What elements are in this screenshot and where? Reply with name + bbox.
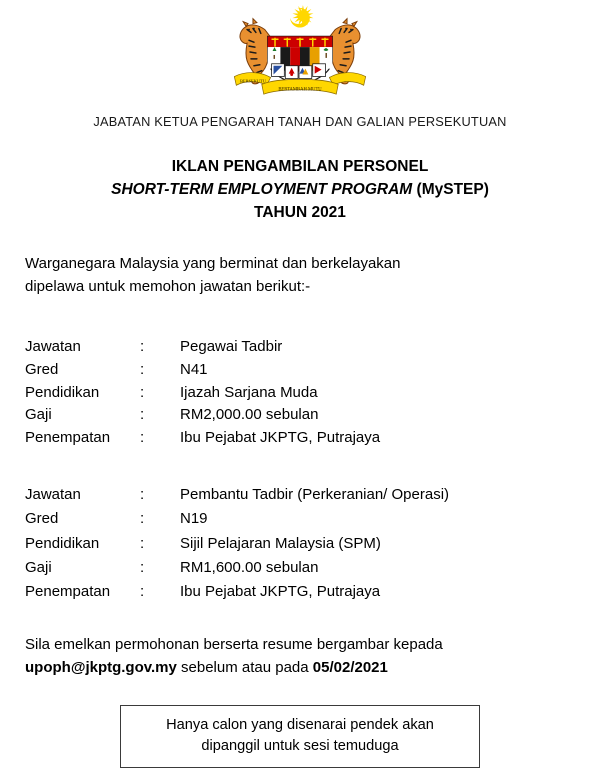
malaysia-coat-of-arms-icon [216, 4, 384, 102]
job-colon: : [140, 558, 145, 576]
job-value: Pegawai Tadbir [180, 337, 283, 355]
job-label: Jawatan [25, 337, 81, 355]
title-line-3: TAHUN 2021 [254, 203, 346, 221]
job-value: N19 [180, 510, 208, 528]
job-listing-1 [25, 336, 600, 450]
job-value: Ibu Pejabat JKPTG, Putrajaya [180, 429, 381, 447]
svg-text:BERTAMBAH MUTU: BERTAMBAH MUTU [278, 87, 322, 93]
job-colon: : [140, 337, 145, 355]
job-value: Ibu Pejabat JKPTG, Putrajaya [180, 583, 381, 601]
job-label: Gaji [25, 406, 52, 424]
closing-line-2 [25, 657, 573, 680]
job-colon: : [140, 406, 145, 424]
job-label: Pendidikan [25, 383, 100, 401]
closing-paragraph [25, 634, 573, 680]
job-row [25, 427, 600, 450]
job-colon: : [140, 583, 145, 601]
job-label: Gred [25, 510, 59, 528]
job-colon: : [140, 360, 145, 378]
shortlist-note-box [120, 705, 480, 768]
job-value: N41 [180, 360, 208, 378]
job-row [25, 507, 600, 531]
job-colon: : [140, 534, 145, 552]
job-row [25, 556, 600, 580]
job-row [25, 483, 600, 507]
job-label: Gaji [25, 558, 52, 576]
title-line-1: IKLAN PENGAMBILAN PERSONEL [171, 158, 429, 175]
job-row [25, 382, 600, 405]
job-row [25, 404, 600, 427]
application-deadline: 05/02/2021 [312, 659, 388, 677]
job-row [25, 532, 600, 556]
job-value: Pembantu Tadbir (Perkeranian/ Operasi) [180, 485, 450, 503]
job-row [25, 580, 600, 604]
title-program-acronym: (MySTEP) [416, 180, 489, 198]
page-title [0, 156, 600, 224]
job-value: RM2,000.00 sebulan [180, 406, 319, 424]
job-colon: : [140, 429, 145, 447]
closing-middle-text: sebelum atau pada [176, 659, 313, 677]
svg-text:·····: ····· [343, 78, 351, 84]
intro-line-1: Warganegara Malaysia yang berminat dan berkelayakan [25, 255, 401, 273]
job-colon: : [140, 485, 145, 503]
title-line-2 [0, 179, 600, 202]
job-label: Pendidikan [25, 534, 100, 552]
application-email[interactable]: upoph@jkptg.gov.my [25, 659, 177, 677]
intro-paragraph [25, 253, 573, 299]
job-listing-2 [25, 483, 600, 604]
intro-line-2: dipelawa untuk memohon jawatan berikut:- [25, 278, 311, 296]
job-label: Penempatan [25, 429, 111, 447]
job-value: Sijil Pelajaran Malaysia (SPM) [180, 534, 381, 552]
closing-line-1: Sila emelkan permohonan berserta resume bergambar kepada [25, 636, 443, 654]
job-colon: : [140, 383, 145, 401]
department-name: JABATAN KETUA PENGARAH TANAH DAN GALIAN PERSEKUTUAN [93, 114, 507, 129]
emblem-container [0, 0, 600, 100]
job-row [25, 336, 600, 359]
note-line-2: dipanggil untuk sesi temuduga [201, 737, 399, 754]
job-colon: : [140, 510, 145, 528]
job-label: Gred [25, 360, 59, 378]
title-program-italic: SHORT-TERM EMPLOYMENT PROGRAM [111, 180, 413, 198]
job-label: Jawatan [25, 485, 81, 503]
note-box-container [0, 705, 600, 768]
job-row [25, 359, 600, 382]
job-value: Ijazah Sarjana Muda [180, 383, 318, 401]
job-value: RM1,600.00 sebulan [180, 558, 319, 576]
svg-text:BERSEKUTU: BERSEKUTU [239, 78, 266, 84]
job-label: Penempatan [25, 583, 111, 601]
note-line-1: Hanya calon yang disenarai pendek akan [166, 717, 434, 733]
